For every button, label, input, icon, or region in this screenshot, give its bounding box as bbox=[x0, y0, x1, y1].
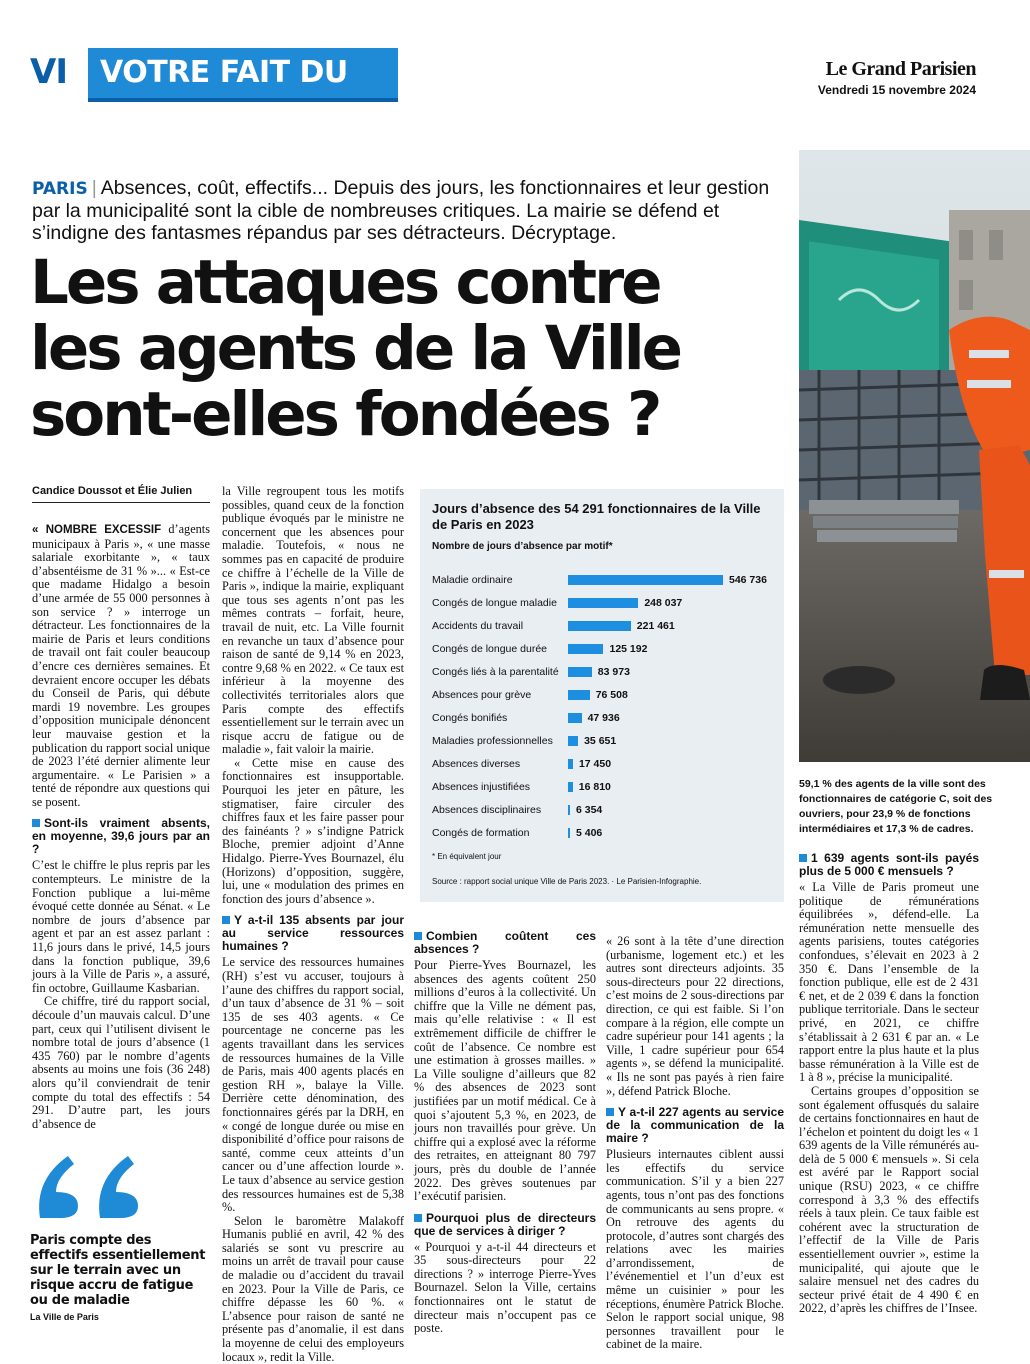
headline-line: sont-elles fondées ? bbox=[30, 379, 660, 450]
chart-value-label: 248 037 bbox=[644, 597, 683, 609]
chart-category-label: Absences pour grève bbox=[432, 689, 532, 701]
chart-bar bbox=[568, 828, 570, 838]
lead-in: « NOMBRE EXCESSIF bbox=[32, 524, 162, 536]
bullet-square-icon bbox=[222, 916, 230, 924]
chart-bar bbox=[568, 759, 573, 769]
chart-bar bbox=[568, 621, 631, 631]
subheading-text: Y a-t-il 227 agents au service de la communication de la maire ? bbox=[606, 1105, 784, 1146]
article-lede bbox=[32, 177, 784, 244]
chart-category-label: Congés de formation bbox=[432, 827, 530, 839]
chart-category-label: Congés liés à la parentalité bbox=[432, 666, 559, 678]
byline: Candice Doussot et Élie Julien bbox=[32, 485, 210, 503]
masthead bbox=[818, 58, 976, 97]
chart-value-label: 17 450 bbox=[578, 758, 612, 770]
chart-value-label: 6 354 bbox=[576, 804, 603, 816]
quote-attribution: La Ville de Paris bbox=[30, 1312, 99, 1322]
chart-category-label: Congés de longue maladie bbox=[432, 597, 557, 609]
absence-chart bbox=[420, 489, 784, 902]
location-tag: PARIS bbox=[32, 179, 88, 199]
chart-category-label: Congés bonifiés bbox=[432, 712, 508, 724]
article-photo bbox=[799, 150, 1030, 762]
chart-value-label: 35 651 bbox=[584, 735, 617, 747]
subheading bbox=[414, 1212, 596, 1238]
chart-value-label: 546 736 bbox=[729, 574, 767, 586]
article-column-3 bbox=[414, 930, 596, 1336]
chart-bar bbox=[568, 598, 638, 608]
chart-bar bbox=[568, 575, 723, 585]
paragraph-text: d’agents municipaux à Paris », « une masse salariale exorbitante », « taux d’absentéisme de 31 % »... « Est-ce que madame Hidalgo a besoin d’une armée de 55 000 personnes à son service ? » interroge un détracteur. Les fonctionnaires de la mairie de Paris et leurs conditions de travail ont fait couler beaucoup d’encre ces dernières semaines. Et devraient encore occuper les débats du Conseil de Paris, qui débute mardi 19 novembre. Les groupes d’opposition municipale dénoncent leur mauvaise gestion et la publication du rapport social unique de 2023 l’été dernier alimente leur argumentaire. « Le Parisien » a tenté de répondre aux questions qui se posent. bbox=[32, 522, 211, 809]
quote-text: Paris compte des effectifs essentiellement sur le terrain avec un risque accru de fatigue ou de maladie bbox=[30, 1233, 206, 1308]
paragraph: Plusieurs internautes ciblent aussi les effectifs du service communication. S’il y a bien 227 agents, tous n’ont pas des fonctions de communicants au sens propre. « On retrouve des agents du protocole, d’autres sont chargés des relations avec les mairies d’arrondissement, de l’événementiel et l’un d’eux est même un cuisinier » pour les réceptions, énumère Patrick Bloche. Selon le rapport social unique, 98 personnes travaillent pour le cabinet de la maire. bbox=[606, 1147, 784, 1352]
subheading-text: Pourquoi plus de directeurs que de services à diriger ? bbox=[414, 1210, 596, 1238]
subheading bbox=[414, 930, 596, 956]
subheading bbox=[32, 817, 210, 856]
paragraph: C’est le chiffre le plus repris par les contempteurs. Le ministre de la Fonction publique a lui-même évoqué cette donnée au Sénat. « Le nombre de jours d’absence par agent et par an est assez parlant : 11,6 jours dans le privé, 14,5 jours dans la fonction publique, 39,6 jours à la Ville de Paris », a assuré, fin octobre, Guillaume Kasbarian. bbox=[32, 858, 210, 995]
chart-title: Jours d’absence des 54 291 fonctionnaires de la Ville de Paris en 2023 bbox=[432, 501, 761, 532]
article-column-4 bbox=[606, 935, 784, 1352]
subheading bbox=[799, 852, 979, 878]
paragraph: Le service des ressources humaines (RH) s’est vu accuser, toujours à l’aune des chiffres du rapport social, d’un taux d’absence de 31 % – soit 135 de ses 403 agents. « Ce pourcentage ne concerne pas les agents travaillant dans les services de ressources humaines de la Ville de Paris, mais 400 agents placés en gestion RH », balaye la Ville. Derrière cette dénomination, des fonctionnaires gérés par la DRH, en « congé de longue durée ou mise en disponibilité d’office pour raisons de santé, comme ceux atteints d’un cancer ou d’une affection lourde ». Le taux d’absence au service gestion des ressources humaines est de 5,38 %. bbox=[222, 955, 404, 1215]
brand-name: Le Grand Parisien bbox=[825, 58, 976, 80]
paragraph: Selon le baromètre Malakoff Humanis publié en avril, 42 % des salariés se sont vu prescrire au moins un arrêt de travail pour cause de maladie ou d’accident du travail en 2023. Pour la Ville de Paris, ce chiffre dépasse les 60 %. « L’absence pour raison de santé ne présente pas d’anomalie, il est dans la moyenne de celui des employeurs locaux », redit la Ville. bbox=[222, 1213, 404, 1364]
article-column-1 bbox=[32, 523, 210, 1131]
chart-subtitle: Nombre de jours d’absence par motif* bbox=[432, 541, 613, 552]
chart-category-label: Absences disciplinaires bbox=[432, 804, 542, 816]
subheading bbox=[222, 914, 404, 953]
bullet-square-icon bbox=[32, 819, 40, 827]
chart-note: * En équivalent jour bbox=[432, 852, 502, 861]
chart-value-label: 221 461 bbox=[636, 620, 675, 632]
chart-bar bbox=[568, 736, 578, 746]
chart-value-label: 47 936 bbox=[587, 712, 620, 724]
chart-category-label: Maladie ordinaire bbox=[432, 574, 513, 586]
paragraph: « La Ville de Paris promeut une politique de rémunérations équilibrées », défend-elle. La rémunération nette mensuelle des agents parisiens, toutes catégories confondues, s’élevait en 2023 à 2 350 €. Dans l’ensemble de la fonction publique, elle est de 2 431 € net, et de 2 039 € dans la fonction publique territoriale. Dans le secteur privé, en 2021, ce chiffre s’établissait à 2 631 € par an. « Le rapport entre la plus haute et la plus basse rémunération à la Ville est de 1 à 8 », précise la municipalité. bbox=[799, 880, 979, 1085]
chart-value-label: 76 508 bbox=[595, 689, 628, 701]
headline bbox=[30, 247, 800, 450]
paragraph: la Ville regroupent tous les motifs possibles, quand ceux de la fonction publique évoqués par le ministre ne concernent que les absences pour maladie. Toutefois, « nous ne sommes pas en capacité de produire ce chiffre à l’échelle de la Ville de Paris », indique la mairie, expliquant que tous ses agents n’ont pas les mêmes contrats – forfait, heure, travail de nuit, etc. La Ville fournit en revanche un taux d’absence pour raison de santé de 9,14 % en 2023, contre 9,68 % en 2022. « Ce taux est inférieur à la moyenne des collectivités territoriales alors que Paris compte des effectifs essentiellement sur le terrain avec un risque accru de fatigue ou de maladie », fait valoir la mairie. bbox=[222, 484, 404, 757]
chart-value-label: 16 810 bbox=[578, 781, 611, 793]
headline-line: Les attaques contre bbox=[30, 247, 660, 318]
headline-line: les agents de la Ville bbox=[30, 313, 680, 384]
chart-category-label: Absences injustifiées bbox=[432, 781, 531, 793]
chart-value-label: 83 973 bbox=[597, 666, 630, 678]
chart-bar bbox=[568, 805, 570, 815]
bullet-square-icon bbox=[606, 1108, 614, 1116]
chart-bar bbox=[568, 690, 590, 700]
issue-date: Vendredi 15 novembre 2024 bbox=[817, 83, 976, 97]
tag-separator: | bbox=[91, 177, 97, 199]
pull-quote bbox=[30, 1152, 210, 1322]
chart-source: Source : rapport social unique Ville de Paris 2023. · Le Parisien-Infographie. bbox=[432, 877, 702, 886]
chart-bar bbox=[568, 782, 573, 792]
chart-value-label: 5 406 bbox=[576, 827, 603, 839]
lede-text: Absences, coût, effectifs... Depuis des jours, les fonctionnaires et leur gestion par la municipalité sont la cible de nombreuses critiques. La mairie se défend et s’indigne des fantasmes répandus par ses détracteurs. Décryptage. bbox=[32, 177, 770, 244]
subheading-text: Sont-ils vraiment absents, en moyenne, 39,6 jours par an ? bbox=[32, 816, 210, 857]
bullet-square-icon bbox=[414, 1214, 422, 1222]
chart-value-label: 125 192 bbox=[609, 643, 648, 655]
page-number: VI bbox=[30, 52, 67, 92]
bullet-square-icon bbox=[799, 854, 807, 862]
subheading-text: 1 639 agents sont-ils payés plus de 5 000 € mensuels ? bbox=[799, 851, 979, 878]
paragraph bbox=[32, 523, 210, 809]
photo-illustration bbox=[799, 150, 1030, 762]
paragraph: « Cette mise en cause des fonctionnaires est insupportable. Pourquoi les jeter en pâture, les stigmatiser, faire circuler des chiffres faux et les faire passer pour des fainéants ? » s’indigne Patrick Bloche, premier adjoint d’Anne Hidalgo. Pierre-Yves Bournazel, élu (Horizons) d’opposition, suggère, lui, une « modulation des primes en fonction des jours d’absence ». bbox=[222, 755, 404, 906]
section-underline bbox=[88, 98, 398, 102]
chart-category-label: Accidents du travail bbox=[432, 620, 524, 632]
paragraph: Certains groupes d’opposition se sont également offusqués du salaire de certains fonctionnaires en haut de l’échelon et pointent du doigt les « 1 639 agents de la Ville rémunérés au-delà de 5 000 € mensuels ». Si cela est avéré par le Rapport social unique (RSU) 2023, « ce chiffre correspond à 3,3 % des effectifs réels à taux plein. Ce taux faible est cohérent avec la structuration de l’effectif de la Ville de Paris essentiellement ouvrier », estime la municipalité, qui ajoute que le salaire mensuel net des cadres du secteur privé était de 4 490 € en 2022, d’après les chiffres de l’Insee. bbox=[799, 1083, 979, 1316]
photo-caption: 59,1 % des agents de la ville sont des fonctionnaires de catégorie C, soit des ouvriers, pour 23,9 % de fonctions intermédiaires et 17,3 % de cadres. bbox=[799, 778, 993, 835]
paragraph: Ce chiffre, tiré du rapport social, découle d’un mauvais calcul. D’une part, ceux qui l’utilisent divisent le nombre total de jours d’absence (1 435 760) par le nombre d’agents absents au moins une fois (36 248) alors qu’il conviendrait de tenir compte du total des effectifs : 54 291. D’autre part, les jours d’absence de bbox=[32, 994, 210, 1131]
quote-mark-icon bbox=[30, 1152, 170, 1222]
bullet-square-icon bbox=[414, 932, 422, 940]
chart-category-label: Congés de longue durée bbox=[432, 643, 548, 655]
paragraph: « Pourquoi y a-t-il 44 directeurs et 35 sous-directeurs pour 22 directions ? » interroge Pierre-Yves Bournazel. Selon la Ville, certains fonctionnaires ont le statut de directeur mais n’occupent pas ce poste. bbox=[414, 1239, 596, 1336]
subheading bbox=[606, 1106, 784, 1145]
chart-category-label: Absences diverses bbox=[432, 758, 521, 770]
chart-bar bbox=[568, 644, 603, 654]
chart-category-label: Maladies professionnelles bbox=[432, 735, 553, 747]
chart-bar bbox=[568, 713, 582, 723]
section-banner: VOTRE FAIT DU JOUR bbox=[88, 48, 398, 98]
article-column-5 bbox=[799, 852, 979, 1316]
article-column-2 bbox=[222, 485, 404, 1364]
paragraph: Pour Pierre-Yves Bournazel, les absences des agents coûtent 250 millions d’euros à la collectivité. Un chiffre que la Ville ne dément pas, mais qu’elle relativise : « Il est extrêmement difficile de chiffrer le coût de l’absence. Ce nombre est une estimation à grosses mailles. » La Ville souligne d’ailleurs que 82 % des absences de 2023 sont justifiées par un motif médical. Ce à quoi s’ajoutent 5,3 %, en 2023, de jours non travaillés pour grève. Un chiffre qui a explosé avec la réforme des retraites, en atteignant 80 797 jours, près du double de l’année 2022. Des grèves soutenues par l’exécutif parisien. bbox=[414, 958, 596, 1204]
subheading-text: Y a-t-il 135 absents par jour au service ressources humaines ? bbox=[222, 913, 404, 954]
subheading-text: Combien coûtent ces absences ? bbox=[414, 929, 596, 956]
paragraph: « 26 sont à la tête d’une direction (urbanisme, logement etc.) et les autres sont directeurs adjoints. 35 sous-directeurs pour 22 directions, c’est moins de 2 sous-directions par direction, ce qui est faible. Si l’on compare à la région, elle compte un cadre supérieur pour 141 agents ; la Ville, 1 cadre supérieur pour 654 agents », se défend la municipalité. « Ils ne sont pas payés à rien faire », défend Patrick Bloche. bbox=[606, 934, 784, 1098]
chart-bar bbox=[568, 667, 592, 677]
